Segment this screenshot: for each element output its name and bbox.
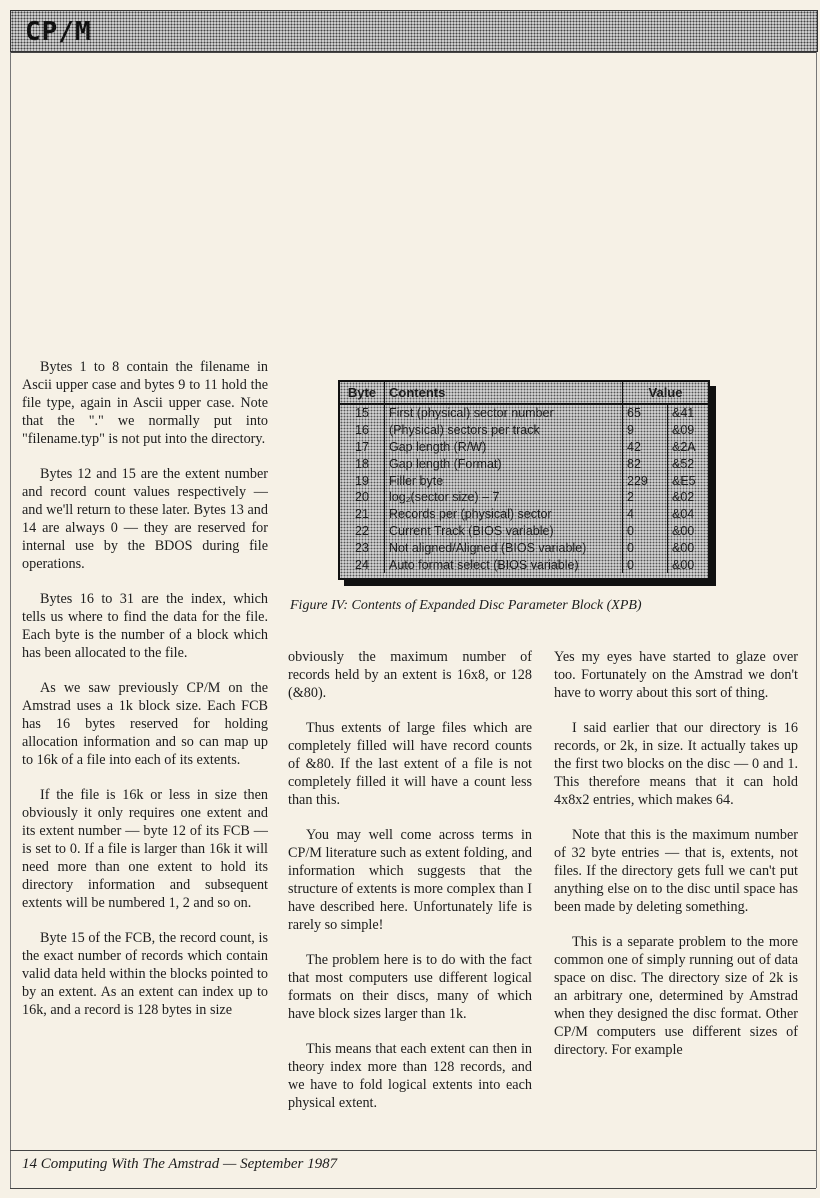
cell-hex: &E5	[668, 472, 709, 489]
cell-contents: Auto format select (BIOS variable)	[385, 556, 623, 573]
table-header-row	[340, 382, 708, 404]
cell-byte: 15	[340, 404, 385, 422]
paragraph: This is a separate problem to the more common one of simply running out of data space on disc. The directory size of 2k is an arbitrary one, determined by Amstrad when they designed the disc format. Other CP/M computers use different sizes of directory. For example	[554, 934, 798, 1058]
top-rule	[10, 52, 816, 53]
cell-decimal: 2	[627, 490, 634, 505]
cell-hex: &00	[668, 556, 709, 573]
cell-byte: 17	[340, 439, 385, 456]
cell-hex: &04	[668, 506, 709, 523]
table-row	[340, 523, 708, 540]
cell-byte: 23	[340, 539, 385, 556]
paragraph: You may well come across terms in CP/M literature such as extent folding, and information which suggests that the structure of extents is more complex than I have described here. Unfortunately life is rarely so simple!	[288, 827, 532, 933]
section-title: CP/M	[25, 17, 92, 47]
paragraph: obviously the maximum number of records held by an extent is 16x8, or 128 (&80).	[288, 649, 532, 701]
table-row	[340, 455, 708, 472]
cell-decimal: 4	[627, 507, 634, 522]
cell-hex: &41	[668, 404, 709, 422]
xpb-table-box	[338, 380, 710, 580]
table-row	[340, 472, 708, 489]
header-band	[10, 10, 818, 52]
header-value: Value	[623, 382, 709, 404]
footer-rule-top	[10, 1150, 816, 1151]
table-row	[340, 539, 708, 556]
table-row	[340, 556, 708, 573]
paragraph: Byte 15 of the FCB, the record count, is the exact number of records which contain valid data held within the blocks pointed to by an extent. As an extent can index up to 16k, and a record is 128 bytes in size	[22, 930, 268, 1018]
paragraph: If the file is 16k or less in size then obviously it only requires one extent and its extent number — byte 12 of its FCB — is set to 0. If a file is larger than 16k it will need more than one extent to hold its directory information and subsequent extents will be numbered 1, 2 and so on.	[22, 787, 268, 911]
cell-contents: Gap length (Format)	[385, 455, 623, 472]
cell-contents: Gap length (R/W)	[385, 439, 623, 456]
cell-byte: 19	[340, 472, 385, 489]
cell-decimal: 0	[627, 557, 634, 572]
text-column-1	[22, 358, 268, 1036]
cell-contents: Not aligned/Aligned (BIOS variable)	[385, 539, 623, 556]
page-footer: 14 Computing With The Amstrad — September 1987	[22, 1156, 338, 1172]
cell-byte: 21	[340, 506, 385, 523]
cell-hex: &00	[668, 539, 709, 556]
cell-hex: &2A	[668, 439, 709, 456]
paragraph: This means that each extent can then in theory index more than 128 records, and we have to fold logical extents into each physical extent.	[288, 1041, 532, 1111]
xpb-table	[340, 382, 708, 573]
cell-contents: (Physical) sectors per track	[385, 422, 623, 439]
paragraph: Bytes 12 and 15 are the extent number and record count values respectively — and we'll return to these later. Bytes 13 and 14 are always 0 — they are reserved for internal use by the BDOS during file operations.	[22, 466, 268, 572]
table-row	[340, 404, 708, 422]
figure-caption: Figure IV: Contents of Expanded Disc Parameter Block (XPB)	[290, 598, 642, 613]
cell-decimal: 0	[627, 540, 634, 555]
paragraph: Bytes 1 to 8 contain the filename in Ascii upper case and bytes 9 to 11 hold the file type, again in Ascii upper case. Note that the "." we normally put into "filename.typ" is not put into the directory.	[22, 359, 268, 447]
cell-byte: 22	[340, 523, 385, 540]
cell-decimal: 82	[627, 456, 641, 471]
text-column-3	[554, 648, 798, 1076]
paragraph: I said earlier that our directory is 16 records, or 2k, in size. It actually takes up the first two blocks on the disc — 0 and 1. This therefore means that it can hold 4x8x2 entries, which makes 64.	[554, 720, 798, 808]
paragraph: Thus extents of large files which are completely filled will have record counts of &80. If the last extent of a file is not completely filled it will have a count less than this.	[288, 720, 532, 808]
cell-byte: 20	[340, 489, 385, 506]
cell-contents: Current Track (BIOS variable)	[385, 523, 623, 540]
footer-rule-bottom	[10, 1188, 816, 1189]
paragraph: Bytes 16 to 31 are the index, which tells us where to find the data for the file. Each byte is the number of a block which has been allocated to the file.	[22, 591, 268, 661]
right-border	[816, 52, 817, 1188]
paragraph: The problem here is to do with the fact that most computers use different logical formats on their discs, many of which have block sizes larger than 1k.	[288, 952, 532, 1022]
left-border	[10, 52, 11, 1188]
cell-decimal: 65	[627, 406, 641, 421]
cell-hex: &09	[668, 422, 709, 439]
cell-contents: log₂(sector size) – 7	[385, 489, 623, 506]
cell-decimal: 0	[627, 523, 634, 538]
cell-hex: &52	[668, 455, 709, 472]
cell-hex: &02	[668, 489, 709, 506]
paragraph: As we saw previously CP/M on the Amstrad uses a 1k block size. Each FCB has 16 bytes reserved for holding allocation information and so can map up to 16k of a file into each of its extents.	[22, 680, 268, 768]
cell-byte: 18	[340, 455, 385, 472]
paragraph: Note that this is the maximum number of 32 byte entries — that is, extents, not files. If the directory gets full we can't put anything else on to the disc until space has been made by deleting something.	[554, 827, 798, 915]
header-byte: Byte	[340, 382, 385, 404]
text-column-2	[288, 648, 532, 1129]
cell-byte: 24	[340, 556, 385, 573]
table-row	[340, 422, 708, 439]
header-contents: Contents	[385, 382, 623, 404]
cell-decimal: 42	[627, 439, 641, 454]
paragraph: Yes my eyes have started to glaze over too. Fortunately on the Amstrad we don't have to worry about this sort of thing.	[554, 649, 798, 701]
cell-decimal: 9	[627, 423, 634, 438]
cell-contents: Filler byte	[385, 472, 623, 489]
cell-decimal: 229	[627, 473, 648, 488]
cell-hex: &00	[668, 523, 709, 540]
cell-contents: Records per (physical) sector	[385, 506, 623, 523]
table-row	[340, 489, 708, 506]
cell-byte: 16	[340, 422, 385, 439]
table-row	[340, 439, 708, 456]
cell-contents: First (physical) sector number	[385, 404, 623, 422]
table-row	[340, 506, 708, 523]
